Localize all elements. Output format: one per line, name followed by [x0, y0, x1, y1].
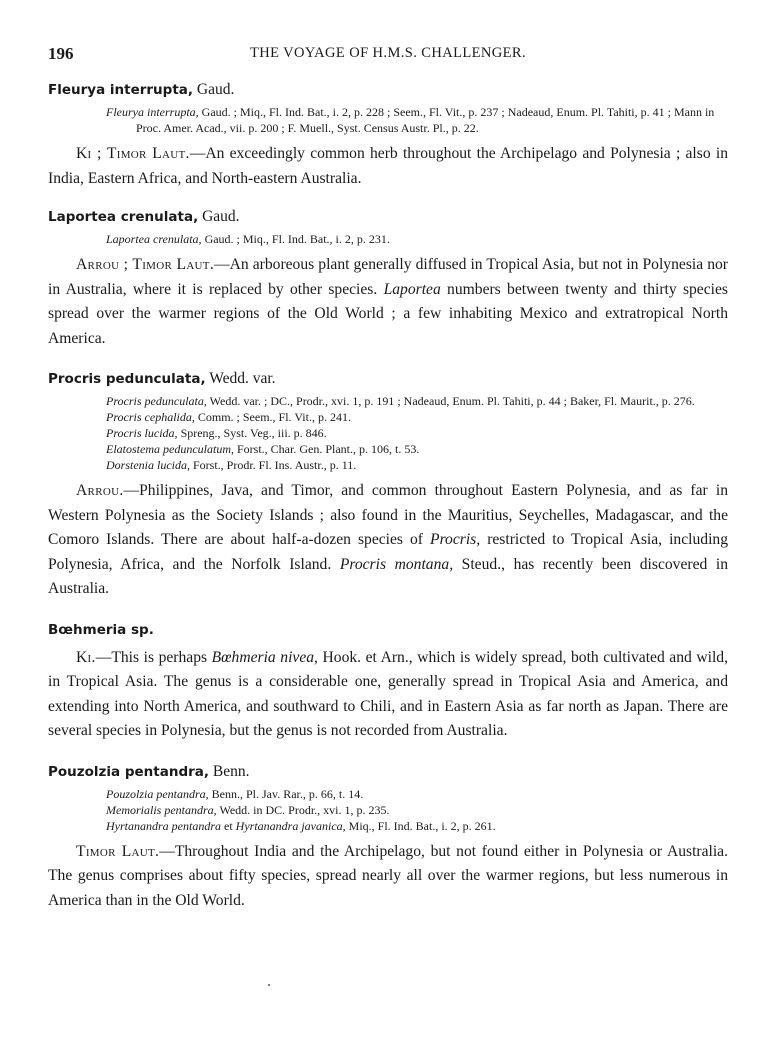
citation-ref: Miq., Fl. Ind. Bat., i. 2, p. 261.	[345, 818, 496, 833]
species-description	[48, 479, 728, 602]
citation-taxon: Procris pedunculata,	[106, 394, 207, 408]
species-mention: Procris montana,	[339, 555, 454, 573]
description-text: Steud., has recently been discovered in Australia.	[48, 555, 729, 597]
species-description	[48, 646, 728, 744]
citation-taxon: Dorstenia lucida,	[106, 458, 190, 472]
species-heading	[48, 369, 728, 389]
species-entry-fleurya	[48, 80, 728, 191]
citation-ref: Wedd. in DC. Prodr., xvi. 1, p. 235.	[216, 802, 390, 817]
citation	[106, 409, 728, 425]
description-text: —Throughout India and the Archipelago, but not found either in Polynesia or Australia. The genus comprises about fifty species, spread nearly all over the warmer regions, but less numerous in America than in the Old World.	[48, 842, 728, 909]
species-heading	[48, 620, 728, 640]
species-author: Wedd. var.	[205, 370, 276, 387]
citation	[106, 393, 728, 409]
citation-ref: et	[221, 818, 236, 833]
citation	[106, 231, 728, 247]
citation-ref: Spreng., Syst. Veg., iii. p. 846.	[177, 426, 327, 440]
citation-ref: Wedd. var. ; DC., Prodr., xvi. 1, p. 191 ; Nadeaud, Enum. Pl. Tahiti, p. 44 ; Baker, Fl. Maurit., p. 276.	[206, 394, 695, 408]
description-text: —This is perhaps	[95, 648, 212, 666]
species-name: Laportea crenulata,	[48, 209, 199, 225]
species-entry-boehmeria	[48, 620, 728, 744]
citation-taxon: Laportea crenulata,	[106, 232, 202, 246]
citation-taxon: Fleurya interrupta,	[106, 105, 199, 119]
species-entry-laportea	[48, 207, 728, 351]
species-author: Gaud.	[193, 81, 235, 98]
citation-ref: Gaud. ; Miq., Fl. Ind. Bat., i. 2, p. 228 ; Seem., Fl. Vit., p. 237 ; Nadeaud, Enum. Pl. Tahiti, p. 41 ; Mann in Proc. Amer. Acad., vii. p. 200 ; F. Muell., Syst. Census Austr. Pl., p. 22.	[136, 105, 715, 135]
citation-ref: Comm. ; Seem., Fl. Vit., p. 241.	[194, 410, 351, 424]
species-heading	[48, 762, 728, 782]
citation-taxon: Procris lucida,	[106, 426, 178, 440]
page-header	[48, 44, 728, 66]
page-body	[48, 80, 728, 913]
locality: Ki ; Timor Laut.	[76, 145, 190, 162]
species-author: Benn.	[209, 762, 250, 780]
citation-ref: Benn., Pl. Jav. Rar., p. 66, t. 14.	[208, 786, 364, 801]
species-name: Fleurya interrupta,	[48, 82, 194, 98]
citation	[106, 441, 728, 457]
description-text: Hook. et Arn., which is widely spread, both cultivated and wild, in Tropical Asia. The genus is a considerable one, generally spread in Tropical Asia and America, and extending into North America, and southward to Chili, and in Eastern Asia as far north as Japan. There are several species in Polynesia, but the genus is not recorded from Australia.	[48, 648, 728, 739]
description-text: restricted to Tropical Asia, including Polynesia, Africa, and the Norfolk Island.	[48, 531, 728, 573]
citation	[106, 786, 728, 802]
citation	[106, 802, 728, 818]
running-title: THE VOYAGE OF H.M.S. CHALLENGER.	[250, 45, 526, 61]
species-heading	[48, 207, 728, 227]
locality: Ki.	[76, 648, 96, 666]
species-description	[48, 142, 728, 191]
citation-taxon: Elatostema pedunculatum,	[106, 442, 234, 456]
species-name: Pouzolzia pentandra,	[48, 763, 209, 780]
genus-name: Procris,	[430, 531, 481, 548]
citation	[106, 457, 728, 473]
citation-taxon: Pouzolzia pentandra,	[106, 786, 209, 801]
citation-list	[106, 393, 728, 473]
description-text: —An exceedingly common herb throughout the Archipelago and Polynesia ; also in India, Eastern Africa, and North-eastern Australia.	[48, 145, 728, 187]
citation-list	[106, 104, 728, 136]
citation-ref: Forst., Char. Gen. Plant., p. 106, t. 53.	[233, 442, 420, 456]
locality: Arrou.	[76, 482, 124, 499]
species-description	[48, 840, 728, 914]
species-name: Bœhmeria sp.	[48, 621, 154, 638]
description-text: —An arboreous plant generally diffused in Tropical Asia, but not in Polynesia nor in Australia, where it is replaced by other species.	[48, 256, 728, 298]
species-entry-procris	[48, 369, 728, 602]
print-speck	[268, 984, 270, 986]
species-entry-pouzolzia	[48, 762, 728, 914]
citation-list	[106, 786, 728, 834]
species-heading	[48, 80, 728, 100]
locality: Arrou ; Timor Laut.	[76, 256, 215, 273]
citation	[106, 104, 728, 136]
citation-list	[106, 231, 728, 247]
species-author: Gaud.	[198, 208, 240, 225]
citation-taxon: Hyrtanandra javanica,	[235, 818, 346, 833]
description-text: —Philippines, Java, and Timor, and common throughout Eastern Polynesia, and as far in Western Polynesia as the Society Islands ; also found in the Mauritius, Seychelles, Madagascar, and the Comoro Islands. There are about half-a-dozen species of	[48, 482, 728, 548]
species-description	[48, 253, 728, 351]
citation-taxon: Procris cephalida,	[106, 410, 195, 424]
citation-ref: Gaud. ; Miq., Fl. Ind. Bat., i. 2, p. 231.	[201, 232, 390, 246]
page-number: 196	[48, 44, 74, 63]
locality: Timor Laut.	[76, 842, 160, 860]
citation	[106, 425, 728, 441]
species-name: Procris pedunculata,	[48, 371, 206, 387]
citation-ref: Forst., Prodr. Fl. Ins. Austr., p. 11.	[190, 458, 357, 472]
species-mention: Bœhmeria nivea,	[211, 648, 318, 666]
genus-name: Laportea	[383, 280, 441, 298]
description-text: numbers between twenty and thirty species spread over the warmer regions of the Old World ; a few inhabiting Mexico and extratropical North America.	[48, 280, 728, 347]
citation-taxon: Hyrtanandra pentandra	[106, 818, 221, 833]
citation-taxon: Memorialis pentandra,	[106, 802, 217, 817]
citation	[106, 818, 728, 834]
